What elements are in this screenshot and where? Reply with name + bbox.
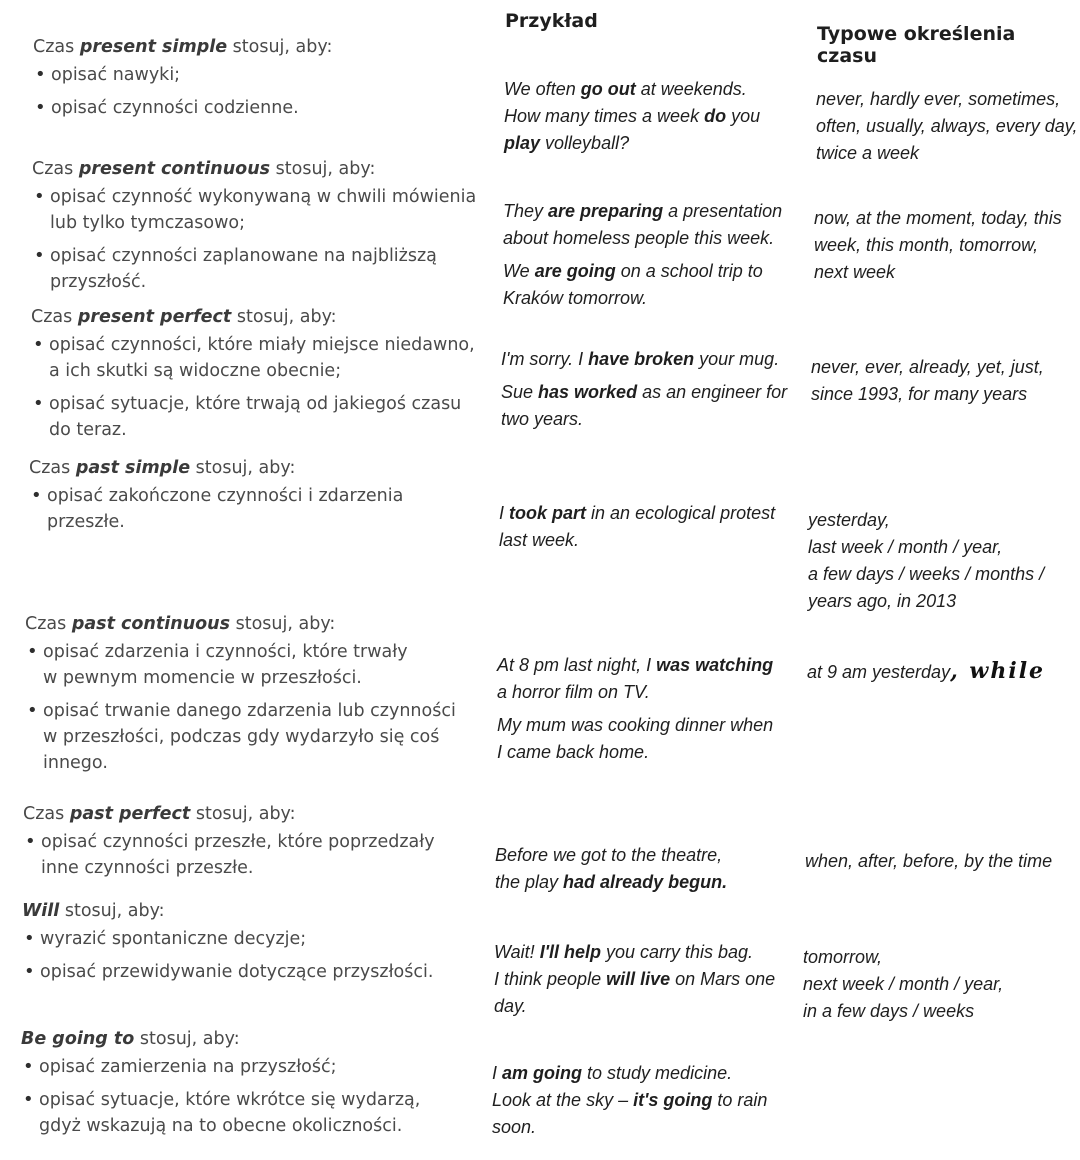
verb-form: are going xyxy=(534,261,616,281)
rule-bullet-line: • opisać czynność wykonywaną w chwili mówienia xyxy=(50,187,477,207)
rule-be-going-to xyxy=(21,1026,496,1139)
example-line xyxy=(497,652,787,679)
example-text: Wait! xyxy=(494,942,540,962)
tense-name: present simple xyxy=(79,37,228,57)
verb-form: has worked xyxy=(538,382,638,402)
time-expression-line: twice a week xyxy=(816,143,920,163)
example-text: you carry this bag. xyxy=(600,942,754,962)
example-text: Kraków tomorrow. xyxy=(503,288,648,308)
rule-past-continuous xyxy=(25,611,500,776)
rule-bullet xyxy=(32,243,507,295)
example-text: on Mars one xyxy=(670,969,776,989)
rule-bullet-list xyxy=(21,1054,496,1139)
example-text: We often xyxy=(504,79,581,99)
time-expression-line: since 1993, for many years xyxy=(811,384,1028,404)
rule-bullet-line: • opisać czynności, które miały miejsce niedawno, xyxy=(49,335,475,355)
example-sentence xyxy=(494,939,784,1020)
example-text: I xyxy=(492,1063,503,1083)
example-text: in an ecological protest xyxy=(586,503,776,523)
rule-bullet-list xyxy=(22,926,497,985)
time-expression-line: never, hardly ever, sometimes, xyxy=(816,89,1061,109)
time-expression-line: often, usually, always, every day, xyxy=(816,116,1078,136)
example-line xyxy=(499,500,789,527)
example-line xyxy=(497,712,787,739)
tense-name: Will xyxy=(22,901,60,921)
example-text: Sue xyxy=(501,382,539,402)
time-expr-present-continuous xyxy=(814,205,1080,286)
rule-bullet-line: • wyrazić spontaniczne decyzje; xyxy=(40,929,307,949)
example-sentence xyxy=(497,712,787,766)
example-be-going-to xyxy=(492,1060,782,1141)
example-sentence xyxy=(499,500,789,554)
rule-past-simple xyxy=(29,455,504,535)
example-text: I xyxy=(499,503,510,523)
rule-bullet xyxy=(21,1087,496,1139)
example-sentence xyxy=(503,198,793,252)
rule-bullet-line: • opisać czynności zaplanowane na najbliższą xyxy=(50,246,437,266)
rule-title-suffix: stosuj, aby: xyxy=(230,614,336,634)
time-expr-past-continuous xyxy=(807,658,1077,686)
example-line xyxy=(504,130,794,157)
verb-form: it's going xyxy=(633,1090,713,1110)
example-line xyxy=(503,225,793,252)
example-text: My mum was cooking dinner when xyxy=(497,715,774,735)
rule-bullet-list xyxy=(31,332,506,443)
rule-title xyxy=(23,801,498,827)
rule-bullet-line: przeszłe. xyxy=(47,512,125,532)
time-expression-line: years ago, in 2013 xyxy=(808,591,957,611)
time-expression-line: tomorrow, xyxy=(803,947,883,967)
example-sentence xyxy=(501,379,791,433)
tense-name: Be going to xyxy=(21,1029,135,1049)
verb-form: was watching xyxy=(656,655,774,675)
example-past-simple xyxy=(499,500,789,554)
example-text: a presentation xyxy=(663,201,783,221)
rule-bullet-line: przyszłość. xyxy=(50,272,147,292)
example-will xyxy=(494,939,784,1020)
verb-form: go out xyxy=(580,79,636,99)
rule-title-suffix: stosuj, aby: xyxy=(190,804,296,824)
example-text: I came back home. xyxy=(497,742,650,762)
example-text: two years. xyxy=(501,409,584,429)
rule-bullet-line: a ich skutki są widoczne obecnie; xyxy=(49,361,342,381)
rule-title-prefix: Czas xyxy=(33,37,80,57)
rule-title xyxy=(31,304,506,330)
time-expr-past-perfect xyxy=(805,848,1075,875)
tense-name: present continuous xyxy=(78,159,271,179)
time-expr-past-simple xyxy=(808,507,1078,615)
example-sentence xyxy=(501,346,791,373)
example-line xyxy=(494,939,784,966)
rule-bullet xyxy=(33,62,508,88)
example-text: at weekends. xyxy=(635,79,747,99)
rule-bullet-line: • opisać zamierzenia na przyszłość; xyxy=(39,1057,337,1077)
example-text: soon. xyxy=(492,1117,537,1137)
example-text: They xyxy=(503,201,549,221)
verb-form: had already begun. xyxy=(563,872,728,892)
rule-bullet-line: • opisać czynności przeszłe, które poprzedzały xyxy=(41,832,435,852)
rule-bullet xyxy=(22,926,497,952)
verb-form: took part xyxy=(509,503,587,523)
time-expression-line: when, after, before, by the time xyxy=(805,851,1053,871)
tense-name: past continuous xyxy=(71,614,231,634)
verb-form: I'll help xyxy=(539,942,601,962)
rule-bullet-line: inne czynności przeszłe. xyxy=(41,858,254,878)
time-expression-line: yesterday, xyxy=(808,510,890,530)
example-line xyxy=(501,406,791,433)
verb-form: play xyxy=(504,133,541,153)
time-expression-line: at 9 am yesterday xyxy=(807,662,951,682)
tense-name: past perfect xyxy=(69,804,191,824)
example-text: you xyxy=(726,106,761,126)
example-text: How many times a week xyxy=(504,106,705,126)
time-expression-line: a few days / weeks / months / xyxy=(808,564,1045,584)
rule-present-perfect xyxy=(31,304,506,443)
rule-bullet-line: do teraz. xyxy=(49,420,127,440)
rule-title-prefix: Czas xyxy=(29,458,76,478)
rule-bullet-line: • opisać sytuacje, które trwają od jakiegoś czasu xyxy=(49,394,462,414)
verb-form: have broken xyxy=(588,349,695,369)
example-sentence xyxy=(497,652,787,706)
rule-title-prefix: Czas xyxy=(23,804,70,824)
time-expression-line: week, this month, tomorrow, xyxy=(814,235,1039,255)
example-line xyxy=(501,379,791,406)
rule-bullet xyxy=(29,483,504,535)
rule-title xyxy=(25,611,500,637)
verb-form: am going xyxy=(502,1063,583,1083)
example-text: your mug. xyxy=(694,349,780,369)
example-text: last week. xyxy=(499,530,580,550)
rule-bullet-list xyxy=(33,62,508,121)
example-line xyxy=(492,1060,782,1087)
example-text: volleyball? xyxy=(540,133,630,153)
example-present-perfect xyxy=(501,346,791,433)
example-line xyxy=(494,966,784,993)
time-expr-will xyxy=(803,944,1073,1025)
example-line xyxy=(495,869,785,896)
example-text: Look at the sky – xyxy=(492,1090,634,1110)
rule-title-suffix: stosuj, aby: xyxy=(270,159,376,179)
column-header-time-expressions: Typowe określenia czasu xyxy=(817,23,1016,67)
time-expression-line: next week / month / year, xyxy=(803,974,1004,994)
time-expression-line: next week xyxy=(814,262,896,282)
time-expression-line: last week / month / year, xyxy=(808,537,1003,557)
rule-bullet-line: • opisać trwanie danego zdarzenia lub czynności xyxy=(43,701,456,721)
rule-bullet-line: w pewnym momencie w przeszłości. xyxy=(43,668,362,688)
tense-name: present perfect xyxy=(77,307,232,327)
rule-bullet xyxy=(32,184,507,236)
example-line xyxy=(497,739,787,766)
example-text: a horror film on TV. xyxy=(497,682,650,702)
example-line xyxy=(504,103,794,130)
rule-bullet xyxy=(25,698,500,776)
rule-bullet-list xyxy=(23,829,498,881)
example-sentence xyxy=(503,258,793,312)
example-text: I think people xyxy=(494,969,607,989)
tense-name: past simple xyxy=(75,458,191,478)
rule-present-simple xyxy=(33,34,508,121)
rule-bullet xyxy=(22,959,497,985)
example-line xyxy=(497,679,787,706)
time-expr-present-perfect xyxy=(811,354,1080,408)
rule-bullet-line: • opisać nawyki; xyxy=(51,65,181,85)
rule-bullet-line: • opisać przewidywanie dotyczące przyszłości. xyxy=(40,962,434,982)
example-text: Before we got to the theatre, xyxy=(495,845,723,865)
example-sentence xyxy=(504,76,794,157)
example-line xyxy=(494,993,784,1020)
rule-bullet xyxy=(23,829,498,881)
rule-bullet-list xyxy=(29,483,504,535)
example-past-perfect xyxy=(495,842,785,896)
rule-bullet xyxy=(21,1054,496,1080)
rule-bullet-line: • opisać czynności codzienne. xyxy=(51,98,299,118)
rule-past-perfect xyxy=(23,801,498,881)
verb-form: will live xyxy=(606,969,671,989)
rule-bullet xyxy=(25,639,500,691)
rule-title-suffix: stosuj, aby: xyxy=(190,458,296,478)
example-text: At 8 pm last night, I xyxy=(497,655,657,675)
rule-title xyxy=(32,156,507,182)
rule-bullet-line: • opisać sytuacje, które wkrótce się wydarzą, xyxy=(39,1090,421,1110)
example-text: about homeless people this week. xyxy=(503,228,775,248)
rule-title-suffix: stosuj, aby: xyxy=(227,37,333,57)
rule-title xyxy=(33,34,508,60)
rule-will xyxy=(22,898,497,985)
column-header-example: Przykład xyxy=(505,10,598,32)
rule-bullet xyxy=(31,332,506,384)
rule-bullet-list xyxy=(32,184,507,295)
example-text: on a school trip to xyxy=(615,261,763,281)
rule-present-continuous xyxy=(32,156,507,295)
verb-form: are preparing xyxy=(548,201,664,221)
example-text: the play xyxy=(495,872,564,892)
time-expression-line: never, ever, already, yet, just, xyxy=(811,357,1044,377)
verb-form: do xyxy=(704,106,727,126)
rule-bullet xyxy=(31,391,506,443)
example-line xyxy=(503,285,793,312)
example-present-continuous xyxy=(503,198,793,312)
rule-bullet xyxy=(33,95,508,121)
rule-bullet-line: innego. xyxy=(43,753,108,773)
rule-title-suffix: stosuj, aby: xyxy=(59,901,165,921)
example-line xyxy=(504,76,794,103)
rule-title-suffix: stosuj, aby: xyxy=(231,307,337,327)
rule-title xyxy=(21,1026,496,1052)
example-line xyxy=(499,527,789,554)
rule-title-prefix: Czas xyxy=(31,307,78,327)
example-line xyxy=(492,1087,782,1114)
rule-bullet-line: • opisać zdarzenia i czynności, które trwały xyxy=(43,642,408,662)
rule-bullet-line: lub tylko tymczasowo; xyxy=(50,213,246,233)
rule-bullet-line: gdyż wskazują na to obecne okoliczności. xyxy=(39,1116,403,1136)
rule-title xyxy=(22,898,497,924)
example-text: to study medicine. xyxy=(582,1063,733,1083)
rule-title xyxy=(29,455,504,481)
example-text: We xyxy=(503,261,535,281)
example-line xyxy=(503,258,793,285)
example-sentence xyxy=(495,842,785,896)
example-text: day. xyxy=(494,996,527,1016)
time-expression-line: in a few days / weeks xyxy=(803,1001,975,1021)
example-line xyxy=(492,1114,782,1141)
example-line xyxy=(495,842,785,869)
example-past-continuous xyxy=(497,652,787,766)
example-text: to rain xyxy=(712,1090,768,1110)
rule-title-prefix: Czas xyxy=(25,614,72,634)
example-line xyxy=(503,198,793,225)
example-text: I'm sorry. I xyxy=(501,349,589,369)
rule-title-prefix: Czas xyxy=(32,159,79,179)
rule-bullet-list xyxy=(25,639,500,776)
example-sentence xyxy=(492,1060,782,1141)
example-present-simple xyxy=(504,76,794,157)
example-line xyxy=(501,346,791,373)
rule-bullet-line: • opisać zakończone czynności i zdarzenia xyxy=(47,486,404,506)
time-expression-line: now, at the moment, today, this xyxy=(814,208,1062,228)
handwritten-note: , while xyxy=(950,658,1046,684)
rule-title-suffix: stosuj, aby: xyxy=(134,1029,240,1049)
rule-bullet-line: w przeszłości, podczas gdy wydarzyło się coś xyxy=(43,727,440,747)
time-expr-present-simple xyxy=(816,86,1080,167)
example-text: as an engineer for xyxy=(637,382,788,402)
